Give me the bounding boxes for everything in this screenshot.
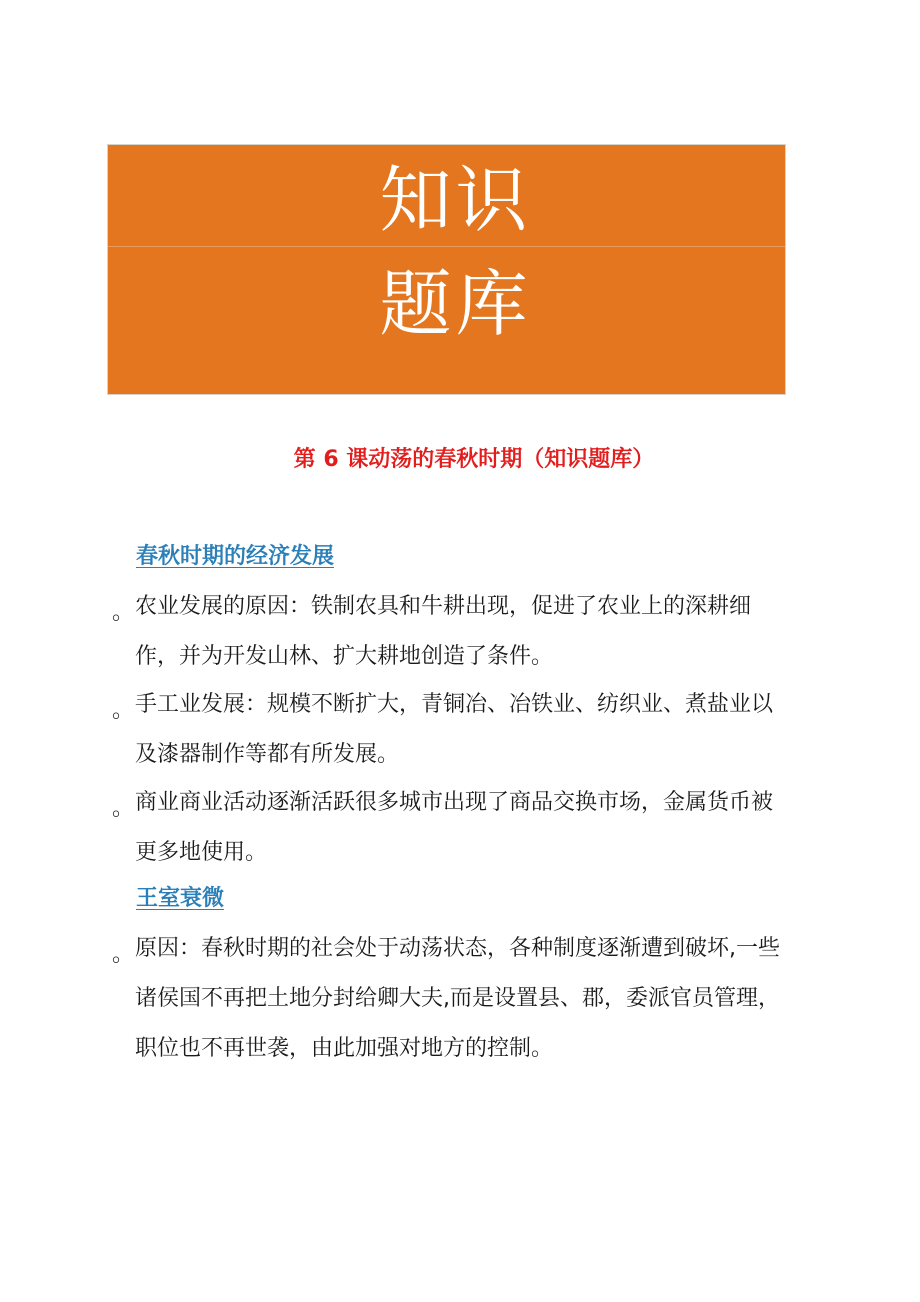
document-title: 第 6 课动荡的春秋时期（知识题库） xyxy=(293,447,655,472)
list-item xyxy=(112,680,792,780)
section-heading-economy: 春秋时期的经济发展 xyxy=(136,544,335,569)
banner-title-line-2: 题库 xyxy=(379,262,532,346)
bullet-mark: 。 xyxy=(112,698,135,723)
list-item xyxy=(112,924,792,1074)
list-item-text: 商业商业活动逐渐活跃很多城市出现了商品交换市场，金属货币被更多地使用。 xyxy=(135,790,774,865)
list-item-text: 农业发展的原因：铁制农具和牛耕出现，促进了农业上的深耕细作，并为开发山林、扩大耕地创造了条件。 xyxy=(135,594,752,669)
banner-title-line-1: 知识 xyxy=(379,158,532,242)
bullet-mark: 。 xyxy=(112,796,135,821)
banner-divider xyxy=(108,246,785,247)
list-item-text: 手工业发展：规模不断扩大，青铜冶、冶铁业、纺织业、煮盐业以及漆器制作等都有所发展。 xyxy=(135,692,774,767)
section-heading-royal-decline: 王室衰微 xyxy=(136,886,225,911)
title-banner xyxy=(107,144,786,395)
list-item xyxy=(112,778,792,878)
bullet-mark: 。 xyxy=(112,600,135,625)
list-item xyxy=(112,582,792,682)
bullet-mark: 。 xyxy=(112,942,135,967)
list-item-text: 原因：春秋时期的社会处于动荡状态，各种制度逐渐遭到破坏,一些诸侯国不再把土地分封给卿大夫,而是设置县、郡，委派官员管理，职位也不再世袭，由此加强对地方的控制。 xyxy=(135,936,780,1061)
